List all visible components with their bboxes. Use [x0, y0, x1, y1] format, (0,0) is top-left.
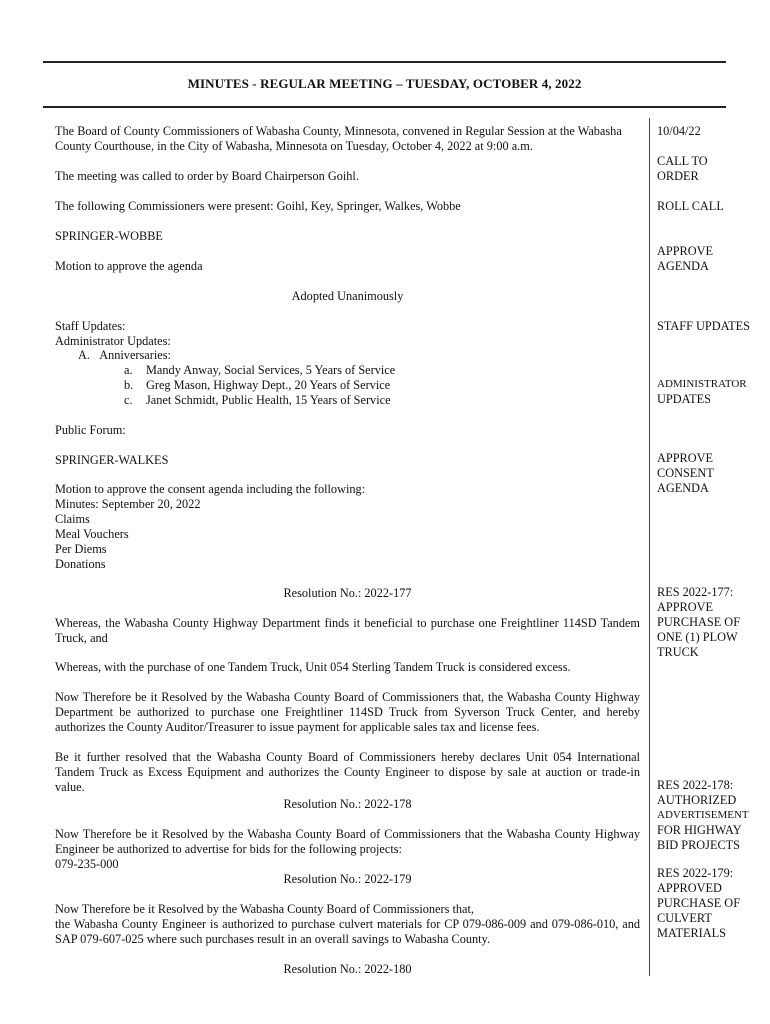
resolution-178-resolved: Now Therefore be it Resolved by the Wabasha County Board of Commissioners that the Wabasha County Highway Engineer be authorized to advertise for bids for the following projects: [55, 827, 640, 856]
staff-updates-label: Staff Updates: [55, 319, 126, 333]
resolution-179-text: the Wabasha County Engineer is authorized to purchase culvert materials for CP 079-086-009 and 079-086-010, and SAP 079-607-025 where such purchases result in an overall savings to Wabasha County. [55, 917, 640, 946]
motion-2-text: Motion to approve the consent agenda including the following: [55, 482, 366, 496]
roll-call-text: The following Commissioners were present: Goihl, Key, Springer, Walkes, Wobbe [55, 199, 461, 213]
resolution-179-resolved: Now Therefore be it Resolved by the Wabasha County Board of Commissioners that, [55, 902, 474, 916]
margin-divider [649, 118, 650, 976]
sidebar-call-to-order: CALL TO ORDER [657, 154, 708, 183]
call-to-order-text: The meeting was called to order by Board Chairperson Goihl. [55, 169, 359, 183]
sidebar-approve-consent: APPROVE CONSENT AGENDA [657, 451, 714, 495]
list-item [124, 378, 390, 393]
consent-item: Meal Vouchers [55, 527, 129, 541]
motion-1-result: Adopted Unanimously [291, 289, 404, 303]
resolution-177-whereas-1: Whereas, the Wabasha County Highway Department finds it beneficial to purchase one Freightliner 114SD Tandem Truck, and [55, 616, 640, 645]
list-marker: c. [124, 393, 133, 407]
list-item-text: Greg Mason, Highway Dept., 20 Years of Service [146, 378, 391, 392]
anniversaries-heading [78, 348, 171, 363]
sidebar-res-179: RES 2022-179: APPROVED PURCHASE OF CULVERT MATERIALS [657, 866, 741, 940]
intro-line-2: County Courthouse, in the City of Wabasha, Minnesota on Tuesday, October 4, 2022 at 9:00 a.m. [55, 139, 533, 153]
sidebar-res-178: RES 2022-178: AUTHORIZED ADVERTISEMENT FOR HIGHWAY BID PROJECTS [657, 778, 749, 852]
resolution-179-heading: Resolution No.: 2022-179 [283, 872, 412, 886]
consent-item: Per Diems [55, 542, 107, 556]
consent-item: Claims [55, 512, 90, 526]
title-bottom-rule [43, 106, 726, 108]
resolution-177-resolved: Now Therefore be it Resolved by the Wabasha County Board of Commissioners that, the Wabasha County Highway Department be authorized to purchase one Freightliner 114SD Truck from Syverson Truck Center, and hereby authorizes the County Auditor/Treasurer to issue payment for applicable sales tax and license fees. [55, 690, 640, 734]
resolution-177-further: Be it further resolved that the Wabasha County Board of Commissioners hereby declares Unit 054 International Tandem Truck as Excess Equipment and authorizes the County Engineer to dispose by sale at auction or trade-in value. [55, 750, 640, 794]
list-item-text: Janet Schmidt, Public Health, 15 Years of Service [146, 393, 391, 407]
top-rule [43, 61, 726, 63]
list-marker: A. [78, 348, 90, 362]
motion-1-text: Motion to approve the agenda [55, 259, 203, 273]
list-item [124, 393, 391, 408]
list-marker: a. [124, 363, 133, 377]
page-title: MINUTES - REGULAR MEETING – TUESDAY, OCTOBER 4, 2022 [187, 76, 582, 91]
resolution-178-project: 079-235-000 [55, 857, 119, 871]
admin-updates-label: Administrator Updates: [55, 334, 171, 348]
sidebar-admin-updates: ADMINISTRATOR UPDATES [657, 378, 747, 406]
sidebar-date: 10/04/22 [657, 124, 701, 138]
resolution-178-heading: Resolution No.: 2022-178 [283, 797, 412, 811]
sidebar-roll-call: ROLL CALL [657, 199, 724, 213]
list-item-text: Mandy Anway, Social Services, 5 Years of Service [146, 363, 396, 377]
sidebar-staff-updates: STAFF UPDATES [657, 319, 750, 333]
resolution-177-whereas-2: Whereas, with the purchase of one Tandem Truck, Unit 054 Sterling Tandem Truck is considered excess. [55, 660, 571, 674]
list-item [124, 363, 395, 378]
sidebar-approve-agenda: APPROVE AGENDA [657, 244, 714, 273]
consent-item: Minutes: September 20, 2022 [55, 497, 201, 511]
resolution-180-heading: Resolution No.: 2022-180 [283, 962, 412, 976]
consent-item: Donations [55, 557, 106, 571]
sidebar-res-177: RES 2022-177: APPROVE PURCHASE OF ONE (1) PLOW TRUCK [657, 585, 741, 659]
anniversaries-label: Anniversaries: [99, 348, 171, 362]
motion-2-movers: SPRINGER-WALKES [55, 453, 169, 467]
motion-1-movers: SPRINGER-WOBBE [55, 229, 163, 243]
intro-line-1: The Board of County Commissioners of Wabasha County, Minnesota, convened in Regular Session at the Wabasha [55, 124, 622, 138]
public-forum-label: Public Forum: [55, 423, 126, 437]
resolution-177-heading: Resolution No.: 2022-177 [283, 586, 412, 600]
list-marker: b. [124, 378, 134, 392]
